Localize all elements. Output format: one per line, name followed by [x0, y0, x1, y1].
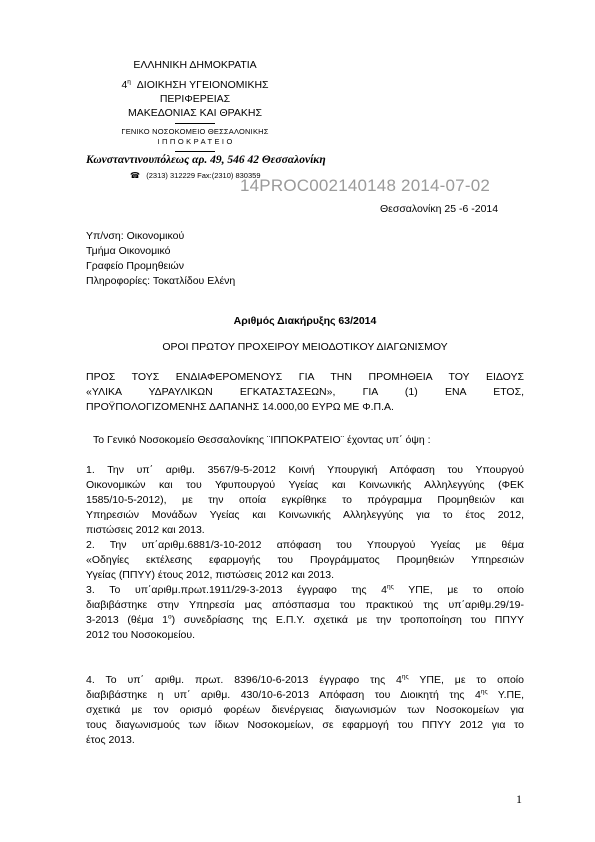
item-text: 3. Το υπ΄αριθμ.πρωτ.1911/29-3-2013 έγγραφο της 4	[86, 584, 387, 596]
item-line: διαβιβάστηκε στην Υπηρεσία μας απόσπασμα του πρακτικού της υπ΄αριθμ.29/19-	[86, 599, 524, 611]
intro-line: ΠΡΟΣ ΤΟΥΣ ΕΝΔΙΑΦΕΡΟΜΕΝΟΥΣ ΓΙΑ ΤΗΝ ΠΡΟΜΗΘΕΙΑ ΤΟΥ ΕΙΔΟΥΣ	[86, 371, 524, 383]
item-line: Οικονομικών και του Υφυπουργού Υγείας και Κοινωνικής Αλληλεγγύης (ΦΕΚ	[86, 479, 524, 491]
item-line	[86, 688, 524, 703]
list-item-2	[86, 538, 524, 583]
item-line: «Οδηγίες εκτέλεσης εφαρμογής του Προγράμματος Προμηθειών Υπηρεσιών	[86, 554, 524, 566]
item-sup: ης	[387, 583, 394, 591]
macedonia-label: ΜΑΚΕΔΟΝΙΑΣ ΚΑΙ ΘΡΑΚΗΣ	[128, 107, 262, 119]
header-divider	[175, 123, 215, 124]
item-text: Υ.ΠΕ,	[487, 689, 525, 701]
item-line: έτος 2013.	[86, 734, 135, 746]
item-line: 2012 του Νοσοκομείου.	[86, 629, 196, 641]
item-text: 4. Το υπ΄ αριθμ. πρωτ. 8396/10-6-2013 έγγραφο της 4	[86, 674, 402, 686]
region-label: ΠΕΡΙΦΕΡΕΙΑΣ	[159, 93, 231, 105]
list-item-4	[86, 673, 524, 748]
item-sup: ο	[168, 613, 172, 621]
intro-line: ΠΡΟΫΠΟΛΟΓΙΖΟΜΕΝΗΣ ΔΑΠΑΝΗΣ 14.000,00 ΕΥΡΩ ΜΕ Φ.Π.Α.	[86, 401, 394, 413]
authority-sup: η	[127, 78, 131, 86]
item-line	[86, 673, 524, 688]
preamble: Το Γενικό Νοσοκομείο Θεσσαλονίκης ¨ΙΠΠΟΚΡΑΤΕΙΟ¨ έχοντας υπ΄ όψη :	[93, 434, 431, 446]
item-text: ΥΠΕ, με το οποίο	[393, 584, 524, 596]
item-sup: ης	[401, 673, 409, 681]
authority-label	[105, 80, 285, 91]
telephone-icon: ☎	[130, 171, 140, 180]
header-divider-2	[175, 151, 215, 152]
document-reference-code: 14PROC002140148 2014-07-02	[240, 176, 490, 195]
item-line: 1585/10-5-2012), με την οποία εγκρίθηκε το πρόγραμμα Προμηθειών και	[86, 494, 524, 506]
phone-fax: (2313) 312229 Fax:(2310) 830359	[146, 171, 261, 180]
department-block	[86, 229, 235, 289]
intro-paragraph	[86, 370, 524, 415]
list-item-1	[86, 463, 524, 538]
authority-text: ΔΙΟΙΚΗΣΗ ΥΓΕΙΟΝΟΜΙΚΗΣ	[136, 79, 269, 91]
hospital-address: Κωνσταντινουπόλεως αρ. 49, 546 42 Θεσσαλονίκη	[86, 154, 326, 166]
hospital-full-name: ΓΕΝΙΚΟ ΝΟΣΟΚΟΜΕΙΟ ΘΕΣΣΑΛΟΝΙΚΗΣ	[121, 127, 269, 136]
item-text: διαβιβάστηκε η υπ΄ αριθμ. 430/10-6-2013 Απόφαση του Διοικητή της 4	[86, 689, 481, 701]
authority-number: 4	[121, 79, 128, 91]
item-line: 2. Την υπ΄αριθμ.6881/3-10-2012 απόφαση του Υπουργού Υγείας με θέμα	[86, 539, 524, 551]
item-text: 3-2013 (θέμα 1	[86, 614, 168, 626]
info-line: Πληροφορίες: Τοκατλίδου Ελένη	[86, 275, 236, 287]
item-line	[86, 583, 524, 598]
item-line: 1. Την υπ΄ αριθμ. 3567/9-5-2012 Κοινή Υπουργική Απόφαση του Υπουργού	[86, 464, 524, 476]
document-title: ΟΡΟΙ ΠΡΩΤΟΥ ΠΡΟΧΕΙΡΟΥ ΜΕΙΟΔΟΤΙΚΟΥ ΔΙΑΓΩΝΙΣΜΟΥ	[162, 341, 448, 353]
document-date: Θεσσαλονίκη 25 -6 -2014	[380, 203, 499, 215]
item-text: ΥΠΕ, με το οποίο	[408, 674, 524, 686]
item-line: σχετικά με τον ορισμό φορέων διενέργειας διαγωνισμών των Νοσοκομείων για	[86, 704, 524, 716]
section-line: Τμήμα Οικονομικό	[86, 245, 171, 257]
item-line: Υγείας (ΠΠΥΥ) έτους 2012, πιστώσεις 2012 και 2013.	[86, 569, 335, 581]
list-item-3	[86, 583, 524, 643]
item-line: Υπηρεσιών Μονάδων Υγείας και Κοινωνικής Αλληλεγγύης για το έτος 2012,	[86, 509, 524, 521]
item-text: ) συνεδρίασης της Ε.Π.Υ. σχετικά με την τροποποίηση του ΠΠΥΥ	[171, 614, 524, 626]
item-line: πιστώσεις 2012 και 2013.	[86, 524, 205, 536]
republic-label: ΕΛΛΗΝΙΚΗ ΔΗΜΟΚΡΑΤΙΑ	[133, 59, 257, 71]
service-line: Υπ/νση: Οικονομικού	[86, 230, 185, 242]
item-line	[86, 613, 524, 628]
notice-number: Αριθμός Διακήρυξης 63/2014	[233, 315, 377, 327]
page-number: 1	[516, 792, 522, 806]
item-sup: ης	[480, 688, 488, 696]
hospital-name: Ι Π Π Ο Κ Ρ Α Τ Ε Ι Ο	[157, 137, 233, 146]
intro-line: «ΥΛΙΚΑ ΥΔΡΑΥΛΙΚΩΝ ΕΓΚΑΤΑΣΤΑΣΕΩΝ», ΓΙΑ (1) ΕΝΑ ΕΤΟΣ,	[86, 386, 524, 398]
item-line: τους διαγωνισμούς των ίδιων Νοσοκομείων, σε εφαρμογή του ΠΠΥΥ 2012 για το	[86, 719, 524, 731]
office-line: Γραφείο Προμηθειών	[86, 260, 184, 272]
